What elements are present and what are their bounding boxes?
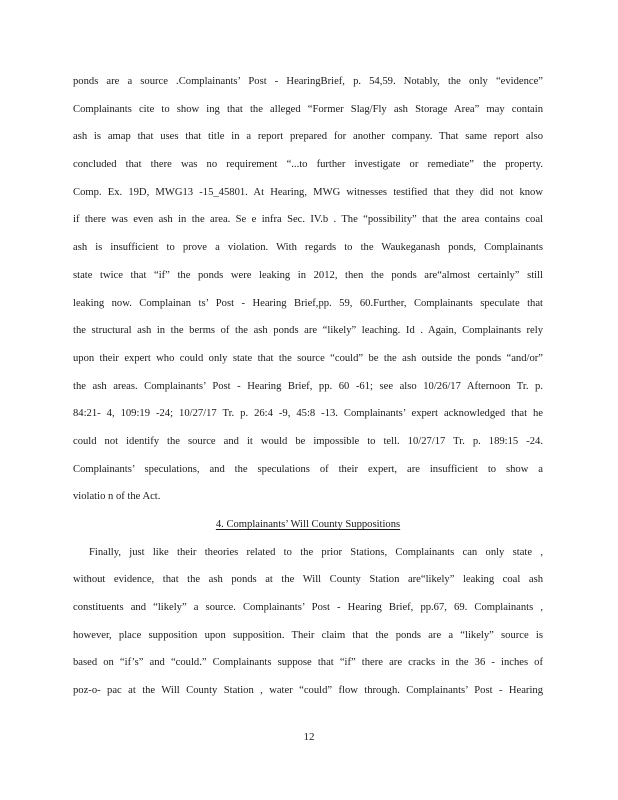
text-line: ponds are a source .Complainants’ Post - HearingBrief, p. 54,59. Notably, the only “evidence” [73, 76, 543, 87]
text-line: Complainants’ speculations, and the speculations of their expert, are insufficient to show a [73, 463, 543, 475]
text-line: violatio n of the Act. [73, 491, 161, 503]
text-line: Complainants cite to show ing that the alleged “Former Slag/Fly ash Storage Area” may contain [73, 103, 543, 115]
text-line: could not identify the source and it would be impossible to tell. 10/27/17 Tr. p. 189:15 -24. [73, 435, 543, 447]
text-line: concluded that there was no requirement “...to further investigate or remediate” the property. [73, 159, 543, 171]
text-line: ash is insufficient to prove a violation. With regards to the Waukeganash ponds, Complainants [73, 242, 543, 254]
text-line: 84:21- 4, 109:19 -24; 10/27/17 Tr. p. 26:4 -9, 45:8 -13. Complainants’ expert acknowledged that he [73, 408, 543, 420]
section-heading-text: 4. Complainants’ Will County Suppositions [215, 519, 401, 530]
text-line: poz-o- pac at the Will County Station , water “could” flow through. Complainants’ Post - Hearing [73, 685, 543, 697]
text-line: based on “if’s” and “could.” Complainants suppose that “if” there are cracks in the 36 - inches of [73, 657, 543, 669]
text-line: however, place supposition upon supposition. Their claim that the ponds are a “likely” source is [73, 629, 543, 641]
page-number: 12 [303, 731, 315, 743]
body-text [73, 68, 543, 705]
text-line: state twice that “if” the ponds were leaking in 2012, then the ponds are“almost certainly” still [73, 269, 543, 281]
text-line: Finally, just like their theories related to the prior Stations, Complainants can only state , [89, 546, 543, 558]
text-line: without evidence, that the ash ponds at the Will County Station are“likely” leaking coal ash [73, 574, 543, 586]
text-line: the ash areas. Complainants’ Post - Hearing Brief, pp. 60 -61; see also 10/26/17 Afternoon Tr. p. [73, 380, 543, 392]
text-line: if there was even ash in the area. Se e infra Sec. IV.b . The “possibility” that the area contains coal [73, 214, 543, 226]
text-line: the structural ash in the berms of the ash ponds are “likely” leaching. Id . Again, Complainants rely [73, 325, 543, 337]
section-heading [73, 511, 543, 539]
text-line: ash is amap that uses that title in a report prepared for another company. That same report also [73, 131, 543, 143]
text-line: upon their expert who could only state that the source “could” be the ash outside the ponds “and/or” [73, 352, 543, 364]
text-line: Comp. Ex. 19D, MWG13 -15_45801. At Hearing, MWG witnesses testified that they did not know [73, 186, 543, 198]
text-line: leaking now. Complainan ts’ Post - Hearing Brief,pp. 59, 60.Further, Complainants speculate that [73, 297, 543, 309]
text-line: constituents and “likely” a source. Complainants’ Post - Hearing Brief, pp.67, 69. Complainants , [73, 602, 543, 614]
